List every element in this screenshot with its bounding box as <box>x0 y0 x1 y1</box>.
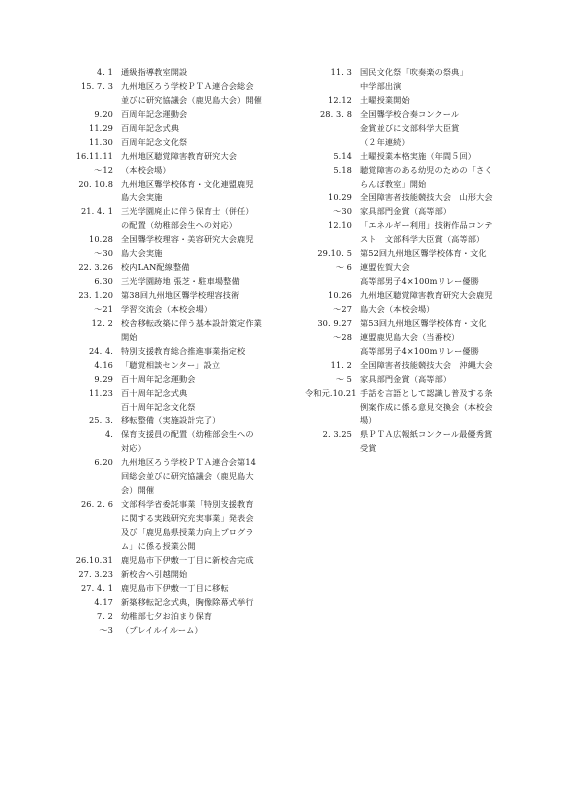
entry-text: 及び「鹿児島県授業力向上プログラ <box>121 526 254 537</box>
entry-text: 百周年記念運動会 <box>121 108 188 119</box>
entry-text: 開始 <box>121 331 138 342</box>
entry-text: （２年連続） <box>360 136 410 147</box>
entry-text: 移転整備（実施設計完了） <box>121 415 221 426</box>
entry-text: 新校舎へ引越開始 <box>121 568 188 579</box>
entry-date <box>62 526 121 540</box>
timeline-entry <box>62 498 306 512</box>
entry-date: 28. 3. 8 <box>319 108 352 119</box>
timeline-entry <box>62 345 306 359</box>
entry-text: 会）開催 <box>121 485 155 496</box>
entry-date: 20. 10.8 <box>78 178 113 189</box>
timeline-entry <box>305 359 505 373</box>
entry-text: ム」に係る授業公開 <box>121 540 196 551</box>
entry-date <box>305 275 360 289</box>
timeline-entry <box>62 526 306 540</box>
timeline-entry <box>62 331 306 345</box>
timeline-entry <box>62 582 306 596</box>
timeline-entry <box>305 94 505 108</box>
entry-text: （本校会場） <box>121 164 171 175</box>
entry-text: 第52回九州地区聾学校体育・文化 <box>360 248 487 259</box>
entry-text: 三光学園廃止に伴う保育士（併任） <box>121 206 254 217</box>
timeline-entry <box>305 66 505 80</box>
timeline-entry <box>305 289 505 303</box>
entry-text: 百十周年記念文化祭 <box>121 401 196 412</box>
entry-date <box>62 191 121 205</box>
timeline-entry <box>62 205 306 219</box>
entry-date <box>305 401 360 415</box>
entry-date <box>305 414 360 428</box>
entry-date: ～ 6 <box>335 262 352 273</box>
timeline-entry <box>62 261 306 275</box>
entry-date: 11. 3 <box>330 67 352 77</box>
entry-text: 土曜授業開始 <box>360 94 410 105</box>
timeline-entry <box>305 164 505 178</box>
entry-text: 島大会（本校会場） <box>360 303 435 314</box>
entry-date: ～21 <box>94 303 113 314</box>
timeline-entry <box>305 247 505 261</box>
timeline-entry <box>62 303 306 317</box>
entry-date: ～30 <box>333 206 352 217</box>
entry-date <box>305 345 360 359</box>
entry-date <box>62 401 121 415</box>
timeline-entry <box>62 80 306 94</box>
entry-date: 10.28 <box>89 234 113 245</box>
timeline-entry <box>305 317 505 331</box>
entry-text: 保育支援員の配置（幼稚部会生への <box>121 429 254 440</box>
entry-date <box>62 442 121 456</box>
entry-text: 新築移転記念式典，胸像除幕式挙行 <box>121 596 254 607</box>
timeline-entry <box>62 122 306 136</box>
entry-text: （プレイルイルーム） <box>121 624 203 635</box>
entry-date: 4.17 <box>94 596 113 607</box>
entry-date: 10.26 <box>328 290 352 300</box>
entry-text: 九州地区聴覚障害教育研究大会 <box>121 150 238 161</box>
entry-date <box>62 470 121 484</box>
entry-date: 23. 1.20 <box>78 290 113 300</box>
entry-text: 家具部門金賞（高等部） <box>360 373 452 384</box>
entry-date <box>62 540 121 554</box>
entry-text: 「エネルギー利用」技術作品コンテ <box>360 220 493 231</box>
timeline-entry <box>62 108 306 122</box>
entry-date: 9.20 <box>94 108 113 119</box>
entry-text: 県ＰＴＡ広報紙コンクール最優秀賞 <box>360 429 493 440</box>
entry-date <box>305 80 360 94</box>
timeline-entry <box>305 414 505 428</box>
entry-date: 26.10.31 <box>75 554 113 565</box>
entry-date: 25. 3. <box>88 415 113 426</box>
entry-date: 10.29 <box>328 192 352 203</box>
entry-date <box>62 512 121 526</box>
entry-date <box>305 178 360 192</box>
entry-text: 対応） <box>121 443 146 454</box>
entry-date: 21. 4. 1 <box>80 206 113 217</box>
timeline-entry <box>62 414 306 428</box>
timeline-entry <box>62 178 306 192</box>
entry-text: 第53回九州地区聾学校体育・文化 <box>360 317 487 328</box>
entry-text: 島大会実施 <box>121 248 163 259</box>
entry-date: ～3 <box>99 624 113 635</box>
entry-text: 受賞 <box>360 443 377 454</box>
timeline-entry <box>305 442 505 456</box>
entry-text: らんぼ教室」開始 <box>360 178 427 189</box>
entry-text: 通級指導教室開設 <box>121 67 188 77</box>
entry-date: 26. 2. 6 <box>80 499 113 510</box>
timeline-entry <box>62 289 306 303</box>
entry-date: ～27 <box>333 303 352 314</box>
entry-date: 6.30 <box>94 276 113 287</box>
entry-date <box>305 442 360 456</box>
entry-date: 4.16 <box>94 359 113 370</box>
entry-date: 27. 4. 1 <box>80 582 113 593</box>
entry-text: 聴覚障害のある幼児のための「さく <box>360 164 493 175</box>
entry-date <box>305 233 360 247</box>
entry-text: 百十周年記念式典 <box>121 387 188 398</box>
entry-date: 6.20 <box>94 457 113 468</box>
timeline-entry <box>305 331 505 345</box>
entry-text: 全国聾学校理容・美容研究大会鹿児 <box>121 234 254 245</box>
timeline-entry <box>62 401 306 415</box>
entry-date: 16.11.11 <box>75 150 113 161</box>
entry-text: 高等部男子4×100mリレー優勝 <box>360 345 479 356</box>
entry-date: 11.30 <box>89 136 113 147</box>
entry-date: 11.23 <box>89 387 113 398</box>
timeline-entry <box>305 373 505 387</box>
entry-text: 文部科学省委託事業「特別支援教育 <box>121 499 254 510</box>
entry-date <box>62 484 121 498</box>
entry-date: 2. 3.25 <box>322 429 352 440</box>
timeline-entry <box>305 428 505 442</box>
timeline-entry <box>62 275 306 289</box>
entry-date: 4. <box>104 429 113 440</box>
entry-date: ～30 <box>94 248 113 259</box>
entry-date: ～28 <box>333 331 352 342</box>
timeline-entry <box>62 317 306 331</box>
timeline-entry <box>62 136 306 150</box>
timeline-entry <box>62 387 306 401</box>
entry-date: 15. 7. 3 <box>80 80 113 91</box>
timeline-entry <box>62 596 306 610</box>
entry-text: 島大会実施 <box>121 192 163 203</box>
entry-date <box>62 219 121 233</box>
entry-date <box>62 331 121 345</box>
entry-text: 全国障害者技能競技大会 沖縄大会 <box>360 359 493 370</box>
timeline-entry <box>305 150 505 164</box>
timeline-right-column <box>305 66 505 456</box>
entry-text: 九州地区聴覚障害教育研究大会鹿児 <box>360 290 493 300</box>
entry-date: ～12 <box>94 164 113 175</box>
entry-text: 回総会並びに研究協議会（鹿児島大 <box>121 471 254 482</box>
entry-text: 校舎移転改築に伴う基本設計策定作業 <box>121 317 262 328</box>
entry-text: 「聴覚相談センター」設立 <box>121 359 221 370</box>
timeline-entry <box>62 428 306 442</box>
entry-date: 30. 9.27 <box>317 317 352 328</box>
entry-text: 連盟佐賀大会 <box>360 262 410 273</box>
entry-text: 鹿児島市下伊敷一丁目に移転 <box>121 582 229 593</box>
entry-date <box>62 94 121 108</box>
timeline-entry <box>62 233 306 247</box>
timeline-entry <box>305 122 505 136</box>
entry-text: 並びに研究協議会（鹿児島大会）開催 <box>121 94 262 105</box>
entry-date: 29.10. 5 <box>317 248 352 259</box>
entry-text: 九州地区ろう学校ＰＴＡ連合会総会 <box>121 80 254 91</box>
timeline-entry <box>305 303 505 317</box>
timeline-entry <box>62 512 306 526</box>
entry-text: 鹿児島市下伊敷一丁目に新校舎完成 <box>121 554 254 565</box>
timeline-entry <box>305 80 505 94</box>
timeline-entry <box>305 345 505 359</box>
timeline-entry <box>62 373 306 387</box>
timeline-entry <box>305 219 505 233</box>
timeline-left-column <box>62 66 306 637</box>
timeline-entry <box>62 456 306 470</box>
entry-date: 11. 2 <box>330 359 352 370</box>
entry-text: 全国障害者技能競技大会 山形大会 <box>360 192 493 203</box>
entry-text: 国民文化祭「吹奏楽の祭典」 <box>360 67 468 77</box>
entry-text: 土曜授業本格実施（年間５回） <box>360 150 477 161</box>
entry-date: 22. 3.26 <box>78 262 113 273</box>
entry-text: 校内LAN配線整備 <box>121 262 190 273</box>
entry-date: 12. 2 <box>91 317 113 328</box>
entry-date: 5.18 <box>333 164 352 175</box>
entry-date: 令和元.10.21 <box>305 387 357 398</box>
timeline-entry <box>305 136 505 150</box>
timeline-entry <box>305 275 505 289</box>
entry-text: 百十周年記念運動会 <box>121 373 196 384</box>
entry-text: に関する実践研究充実事業」発表会 <box>121 513 254 523</box>
timeline-entry <box>305 387 505 401</box>
entry-date: 27. 3.23 <box>78 568 113 579</box>
timeline-entry <box>62 484 306 498</box>
timeline-entry <box>62 610 306 624</box>
entry-date <box>305 136 360 150</box>
timeline-entry <box>305 108 505 122</box>
timeline-entry <box>62 94 306 108</box>
timeline-entry <box>62 219 306 233</box>
timeline-entry <box>62 470 306 484</box>
entry-date: 4. 1 <box>96 67 113 77</box>
timeline-entry <box>305 261 505 275</box>
entry-text: 例案作成に係る意見交換会（本校会 <box>360 401 493 412</box>
entry-text: 九州地区聾学校体育・文化連盟鹿児 <box>121 178 254 189</box>
entry-text: 高等部男子4×100mリレー優勝 <box>360 276 479 287</box>
entry-date: 12.10 <box>328 220 352 231</box>
entry-text: 金賞並びに文部科学大臣賞 <box>360 122 460 133</box>
entry-text: 手話を言語として認識し普及する条 <box>360 387 493 398</box>
entry-text: 第38回九州地区聾学校理容技術 <box>121 290 240 300</box>
entry-date: ～ 5 <box>335 373 352 384</box>
timeline-entry <box>62 191 306 205</box>
entry-text: 百周年記念文化祭 <box>121 136 188 147</box>
timeline-entry <box>62 540 306 554</box>
timeline-entry <box>305 191 505 205</box>
timeline-entry <box>62 624 306 638</box>
entry-date: 5.14 <box>333 150 352 161</box>
entry-date: 11.29 <box>89 122 113 133</box>
entry-date: 24. 4. <box>88 345 113 356</box>
timeline-entry <box>305 233 505 247</box>
timeline-entry <box>62 66 306 80</box>
entry-text: 幼稚部七夕お泊まり保育 <box>121 610 213 621</box>
entry-text: の配置（幼稚部会生への対応） <box>121 220 238 231</box>
entry-text: 家具部門金賞（高等部） <box>360 206 452 217</box>
timeline-entry <box>305 401 505 415</box>
timeline-entry <box>62 359 306 373</box>
entry-date <box>305 122 360 136</box>
entry-text: 場） <box>360 415 377 426</box>
entry-text: 中学部出演 <box>360 80 402 91</box>
timeline-entry <box>62 554 306 568</box>
entry-text: 三光学園跡地 張芝・駐車場整備 <box>121 276 240 287</box>
timeline-entry <box>62 164 306 178</box>
entry-text: 学習交流会（本校会場） <box>121 303 213 314</box>
entry-text: スト 文部科学大臣賞（高等部） <box>360 234 485 245</box>
entry-text: 連盟鹿児島大会（当番校） <box>360 331 460 342</box>
timeline-entry <box>62 150 306 164</box>
timeline-entry <box>62 442 306 456</box>
entry-text: 百周年記念式典 <box>121 122 180 133</box>
timeline-entry <box>62 568 306 582</box>
entry-text: 全国聾学校合奏コンクール <box>360 108 460 119</box>
entry-date: 9.29 <box>94 373 113 384</box>
timeline-entry <box>62 247 306 261</box>
entry-date: 12.12 <box>328 94 352 105</box>
entry-text: 特別支援教育総合推進事業指定校 <box>121 345 246 356</box>
timeline-entry <box>305 205 505 219</box>
timeline-entry <box>305 178 505 192</box>
entry-text: 九州地区ろう学校ＰＴＡ連合会第14 <box>121 457 256 468</box>
entry-date: 7. 2 <box>96 610 113 621</box>
